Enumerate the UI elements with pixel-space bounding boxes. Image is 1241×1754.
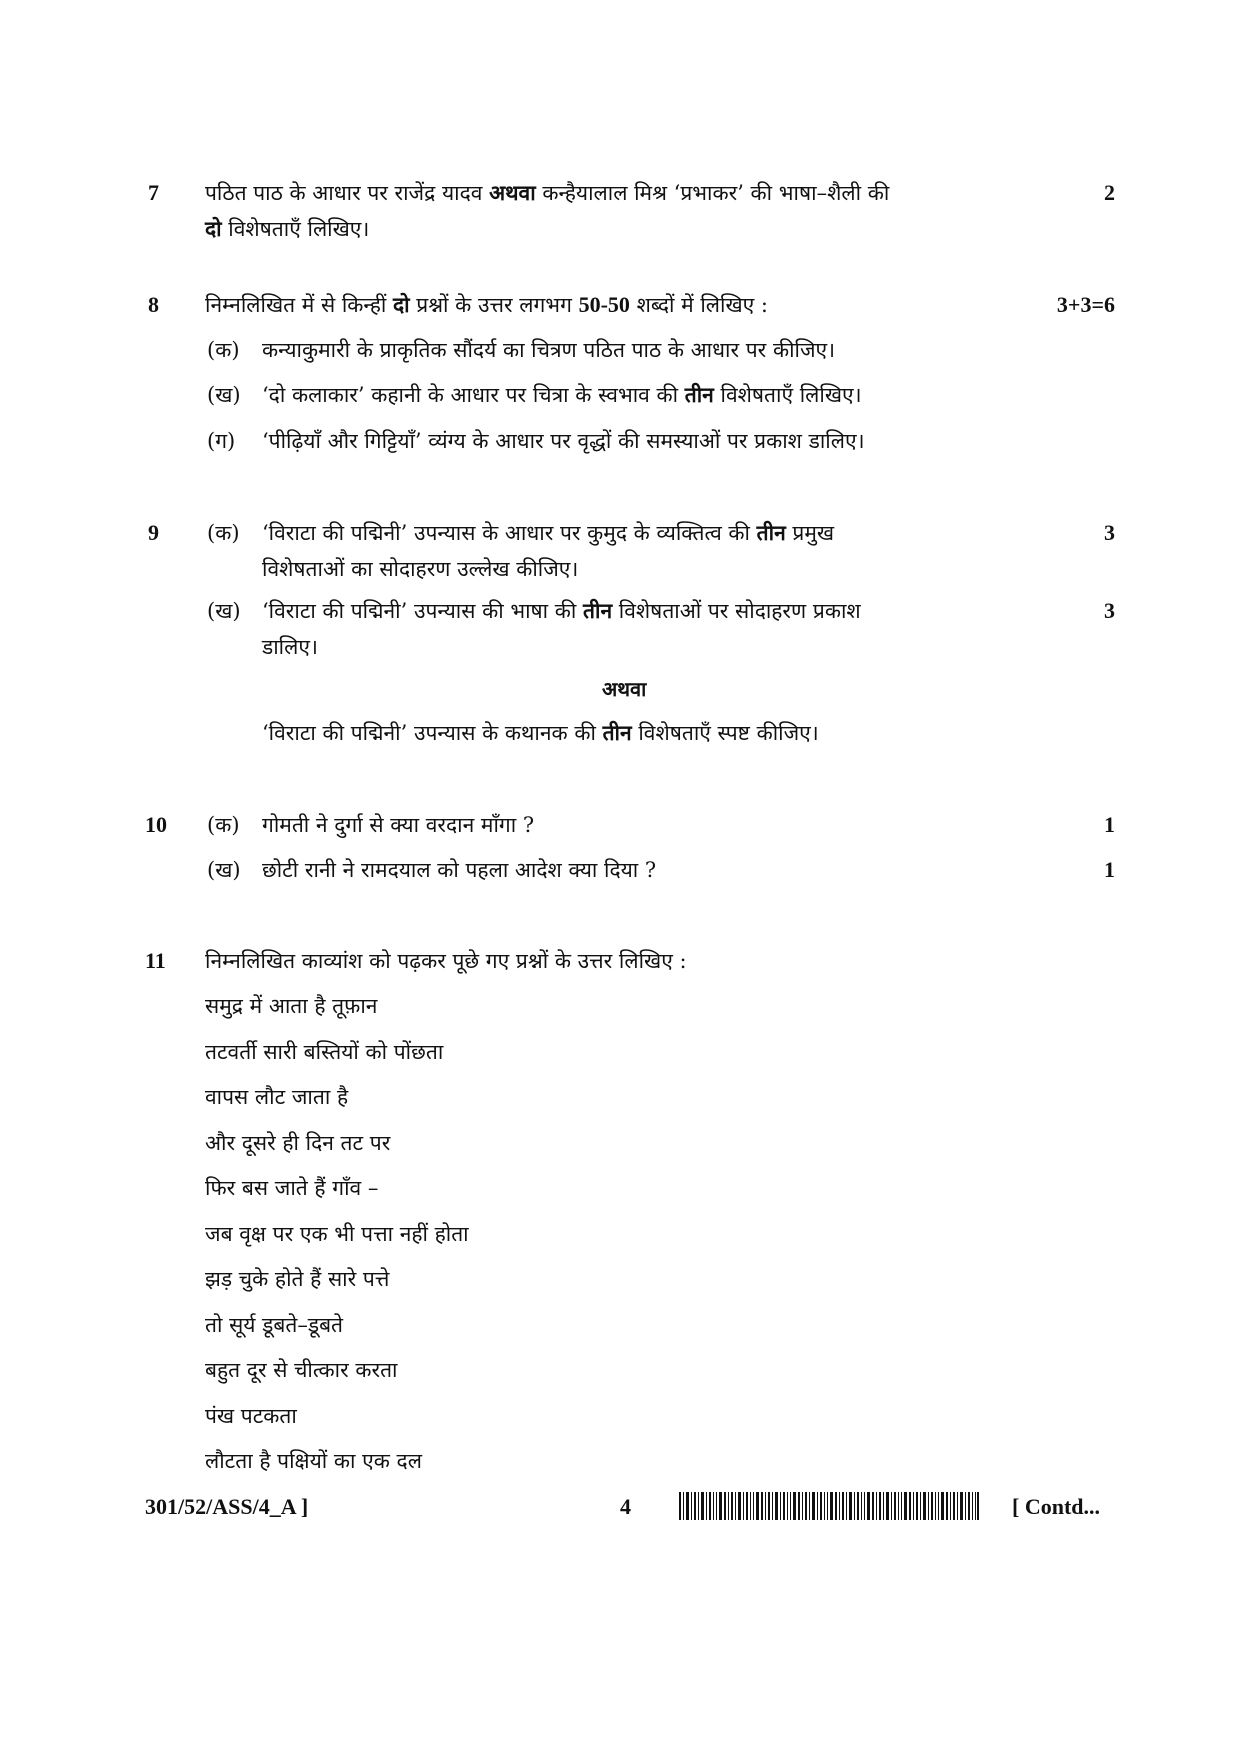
q9-label-a: (क): [207, 521, 240, 545]
q8-intro-bold-2: 50-50: [578, 292, 630, 317]
q10-a-marks: 1: [1104, 812, 1115, 837]
q8-sub-a: कन्याकुमारी के प्राकृतिक सौंदर्य का चित्रण पठित पाठ के आधार पर कीजिए।: [262, 338, 836, 362]
poem-line: पंख पटकता: [205, 1404, 297, 1428]
q7-text-b: कन्हैयालाल मिश्र ‘प्रभाकर’ की भाषा–शैली की: [535, 181, 890, 205]
question-number-8: 8: [148, 292, 159, 317]
q7-bold-or: अथवा: [489, 180, 536, 205]
q8-sub-b-b: विशेषताएँ लिखिए।: [713, 383, 862, 407]
poem-line: झड़ चुके होते हैं सारे पत्ते: [205, 1267, 390, 1291]
q8-intro: [205, 292, 768, 318]
q11-intro: निम्नलिखित काव्यांश को पढ़कर पूछे गए प्रश्नों के उत्तर लिखिए :: [205, 949, 687, 973]
q9-alternative: [262, 720, 819, 746]
q8-sub-b-a: ‘दो कलाकार’ कहानी के आधार पर चित्रा के स्वभाव की: [262, 383, 685, 407]
question-number-11: 11: [145, 948, 166, 973]
q9-b-text-a: ‘विराटा की पद्मिनी’ उपन्यास की भाषा की: [262, 599, 584, 623]
question-number-9: 9: [148, 520, 159, 545]
poem-line: वापस लौट जाता है: [205, 1085, 349, 1109]
q10-sub-b: छोटी रानी ने रामदयाल को पहला आदेश क्या दिया ?: [262, 858, 657, 882]
q9-b-marks: 3: [1104, 598, 1115, 623]
q7-line-1: [205, 180, 889, 206]
continued-label: [ Contd...: [1012, 1494, 1101, 1519]
q9-alt-bold: तीन: [602, 720, 632, 745]
q7-text-c: विशेषताएँ लिखिए।: [221, 217, 370, 241]
q9-b-text-b: विशेषताओं पर सोदाहरण प्रकाश: [612, 599, 861, 623]
q9-b-line-2: डालिए।: [262, 635, 318, 659]
q9-alt-b: विशेषताएँ स्पष्ट कीजिए।: [631, 721, 819, 745]
q8-intro-c: शब्दों में लिखिए :: [629, 293, 769, 317]
poem-line: समुद्र में आता है तूफ़ान: [205, 994, 378, 1018]
q9-b-bold: तीन: [583, 598, 613, 623]
q7-text-a: पठित पाठ के आधार पर राजेंद्र यादव: [205, 181, 490, 205]
poem-line: तो सूर्य डूबते–डूबते: [205, 1313, 344, 1337]
q8-intro-bold: दो: [392, 292, 410, 317]
q10-label-a: (क): [207, 813, 240, 837]
q9-alt-a: ‘विराटा की पद्मिनी’ उपन्यास के कथानक की: [262, 721, 603, 745]
poem-line: तटवर्ती सारी बस्तियों को पोंछता: [205, 1040, 444, 1064]
q8-sub-b-bold: तीन: [684, 382, 714, 407]
q9-label-b: (ख): [207, 599, 241, 623]
q8-label-c: (ग): [207, 429, 236, 453]
q10-label-b: (ख): [207, 858, 241, 882]
q8-sub-c: ‘पीढ़ियाँ और गिट्टियाँ’ व्यंग्य के आधार पर वृद्धों की समस्याओं पर प्रकाश डालिए।: [262, 429, 865, 453]
poem-line: जब वृक्ष पर एक भी पत्ता नहीं होता: [205, 1222, 469, 1246]
q8-label-a: (क): [207, 338, 240, 362]
q7-bold-two: दो: [205, 216, 222, 241]
q7-marks: 2: [1104, 180, 1115, 205]
q9-a-line-2: विशेषताओं का सोदाहरण उल्लेख कीजिए।: [262, 557, 579, 581]
q8-marks: 3+3=6: [1056, 292, 1115, 317]
q9-a-line-1: [262, 520, 834, 546]
poem-line: लौटता है पक्षियों का एक दल: [205, 1449, 422, 1473]
poem-line: बहुत दूर से चीत्कार करता: [205, 1358, 398, 1382]
question-number-10: 10: [145, 812, 167, 837]
page-number: 4: [620, 1494, 631, 1519]
q9-a-text-b: प्रमुख: [785, 521, 835, 545]
q10-sub-a: गोमती ने दुर्गा से क्या वरदान माँगा ?: [262, 813, 535, 837]
q7-line-2: [205, 216, 369, 242]
q10-b-marks: 1: [1104, 857, 1115, 882]
q8-sub-b: [262, 382, 862, 408]
poem-line: फिर बस जाते हैं गाँव –: [205, 1176, 379, 1200]
q9-b-line-1: [262, 598, 861, 624]
q9-a-bold: तीन: [756, 520, 786, 545]
q9-a-text-a: ‘विराटा की पद्मिनी’ उपन्यास के आधार पर कुमुद के व्यक्तित्व की: [262, 521, 757, 545]
poem-line: और दूसरे ही दिन तट पर: [205, 1131, 391, 1155]
barcode-icon: [679, 1492, 979, 1520]
q8-intro-a: निम्नलिखित में से किन्हीं: [205, 293, 393, 317]
q8-label-b: (ख): [207, 383, 241, 407]
paper-code: 301/52/ASS/4_A ]: [145, 1494, 309, 1519]
q8-intro-b: प्रश्नों के उत्तर लगभग: [409, 293, 579, 317]
q9-a-marks: 3: [1104, 520, 1115, 545]
question-number-7: 7: [148, 180, 159, 205]
q9-or-heading: अथवा: [602, 677, 647, 701]
